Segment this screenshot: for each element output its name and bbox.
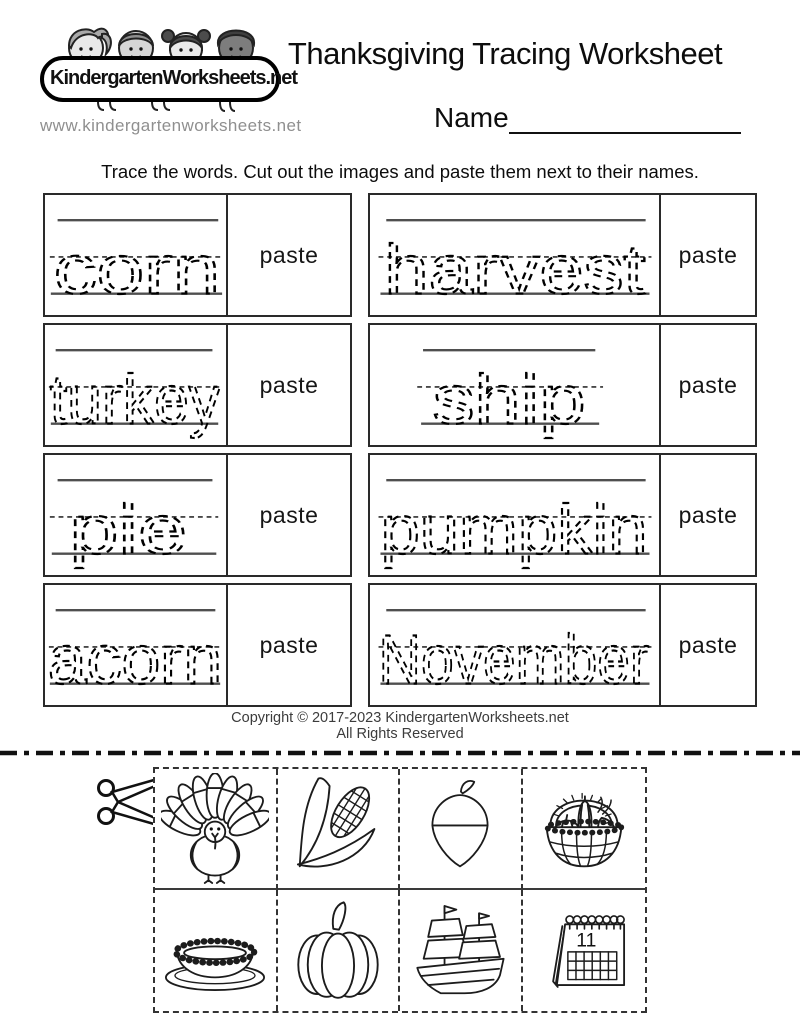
trace-word-svg (45, 585, 226, 705)
paste-label: paste (678, 631, 738, 658)
paste-cell (659, 195, 755, 315)
trace-word-svg (45, 325, 226, 445)
cutout-cell-acorn (400, 769, 523, 890)
copyright-line: Copyright © 2017-2023 KindergartenWorksheets.net (231, 710, 569, 726)
paste-cell (226, 195, 350, 315)
cut-dash-line (0, 748, 800, 758)
trace-word: ship (432, 360, 586, 439)
trace-word-svg (370, 195, 659, 315)
paste-label: paste (678, 241, 738, 268)
rights-line: All Rights Reserved (336, 725, 464, 742)
cutout-cell-pie (155, 890, 278, 1011)
turkey-image (161, 773, 269, 885)
trace-box-pie (43, 453, 352, 577)
trace-box-corn (43, 193, 352, 317)
paste-cell (226, 455, 350, 575)
trace-word: corn (53, 230, 221, 309)
trace-word: pie (69, 490, 188, 569)
trace-area (45, 455, 226, 575)
paste-cell (659, 455, 755, 575)
paste-label: paste (259, 631, 319, 658)
cutout-cell-pumpkin (278, 890, 401, 1011)
pie-image (159, 901, 271, 1001)
trace-area (370, 455, 659, 575)
trace-word: acorn (47, 620, 223, 699)
logo-text-part1: Kindergarten (50, 67, 163, 89)
trace-box-harvest (368, 193, 757, 317)
trace-area (45, 325, 226, 445)
name-field-row (434, 102, 741, 134)
calendar-number: 11 (576, 928, 597, 951)
scissors-icon (96, 774, 158, 830)
trace-word: turkey (49, 360, 221, 439)
copyright-block (0, 711, 800, 742)
calendar-image (531, 899, 637, 1003)
paste-label: paste (259, 241, 319, 268)
paste-cell (226, 325, 350, 445)
cutout-cell-turkey (155, 769, 278, 890)
logo-banner (40, 56, 298, 102)
trace-box-turkey (43, 323, 352, 447)
instruction-text: Trace the words. Cut out the images and paste them next to their names. (101, 161, 699, 182)
cutout-cell-corn (278, 769, 401, 890)
trace-area (45, 195, 226, 315)
trace-boxes-grid (43, 193, 757, 707)
trace-area (45, 585, 226, 705)
paste-label: paste (259, 501, 319, 528)
logo-text-part2: Worksheets.net (162, 67, 298, 89)
site-logo (40, 18, 302, 136)
pumpkin-image (286, 896, 390, 1006)
trace-area (370, 325, 659, 445)
trace-word-svg (45, 195, 226, 315)
trace-word-svg (370, 325, 659, 445)
cutout-cell-harvest-basket (523, 769, 646, 890)
cutout-cell-ship (400, 890, 523, 1011)
paste-cell (659, 585, 755, 705)
paste-label: paste (678, 501, 738, 528)
trace-box-ship (368, 323, 757, 447)
ship-image (410, 897, 510, 1005)
trace-box-november (368, 583, 757, 707)
logo-feet-illustration (60, 102, 260, 114)
paste-label: paste (678, 371, 738, 398)
trace-word-svg (45, 455, 226, 575)
acorn-image (411, 775, 509, 883)
trace-word: harvest (384, 230, 646, 309)
trace-word: pumpkin (380, 490, 648, 569)
cutout-cell-calendar (523, 890, 646, 1011)
trace-area (370, 195, 659, 315)
harvest-basket-image (528, 773, 640, 885)
trace-area (370, 585, 659, 705)
name-blank-line (509, 104, 741, 134)
paste-cell (659, 325, 755, 445)
trace-word: November (378, 620, 650, 699)
page-title: Thanksgiving Tracing Worksheet (287, 36, 723, 71)
trace-word-svg (370, 455, 659, 575)
trace-box-acorn (43, 583, 352, 707)
corn-image (286, 773, 390, 885)
paste-cell (226, 585, 350, 705)
name-label: Name (434, 102, 509, 133)
paste-label: paste (259, 371, 319, 398)
trace-box-pumpkin (368, 453, 757, 577)
logo-url: www.kindergartenworksheets.net (40, 116, 302, 135)
cutout-grid (153, 767, 647, 1013)
trace-word-svg (370, 585, 659, 705)
